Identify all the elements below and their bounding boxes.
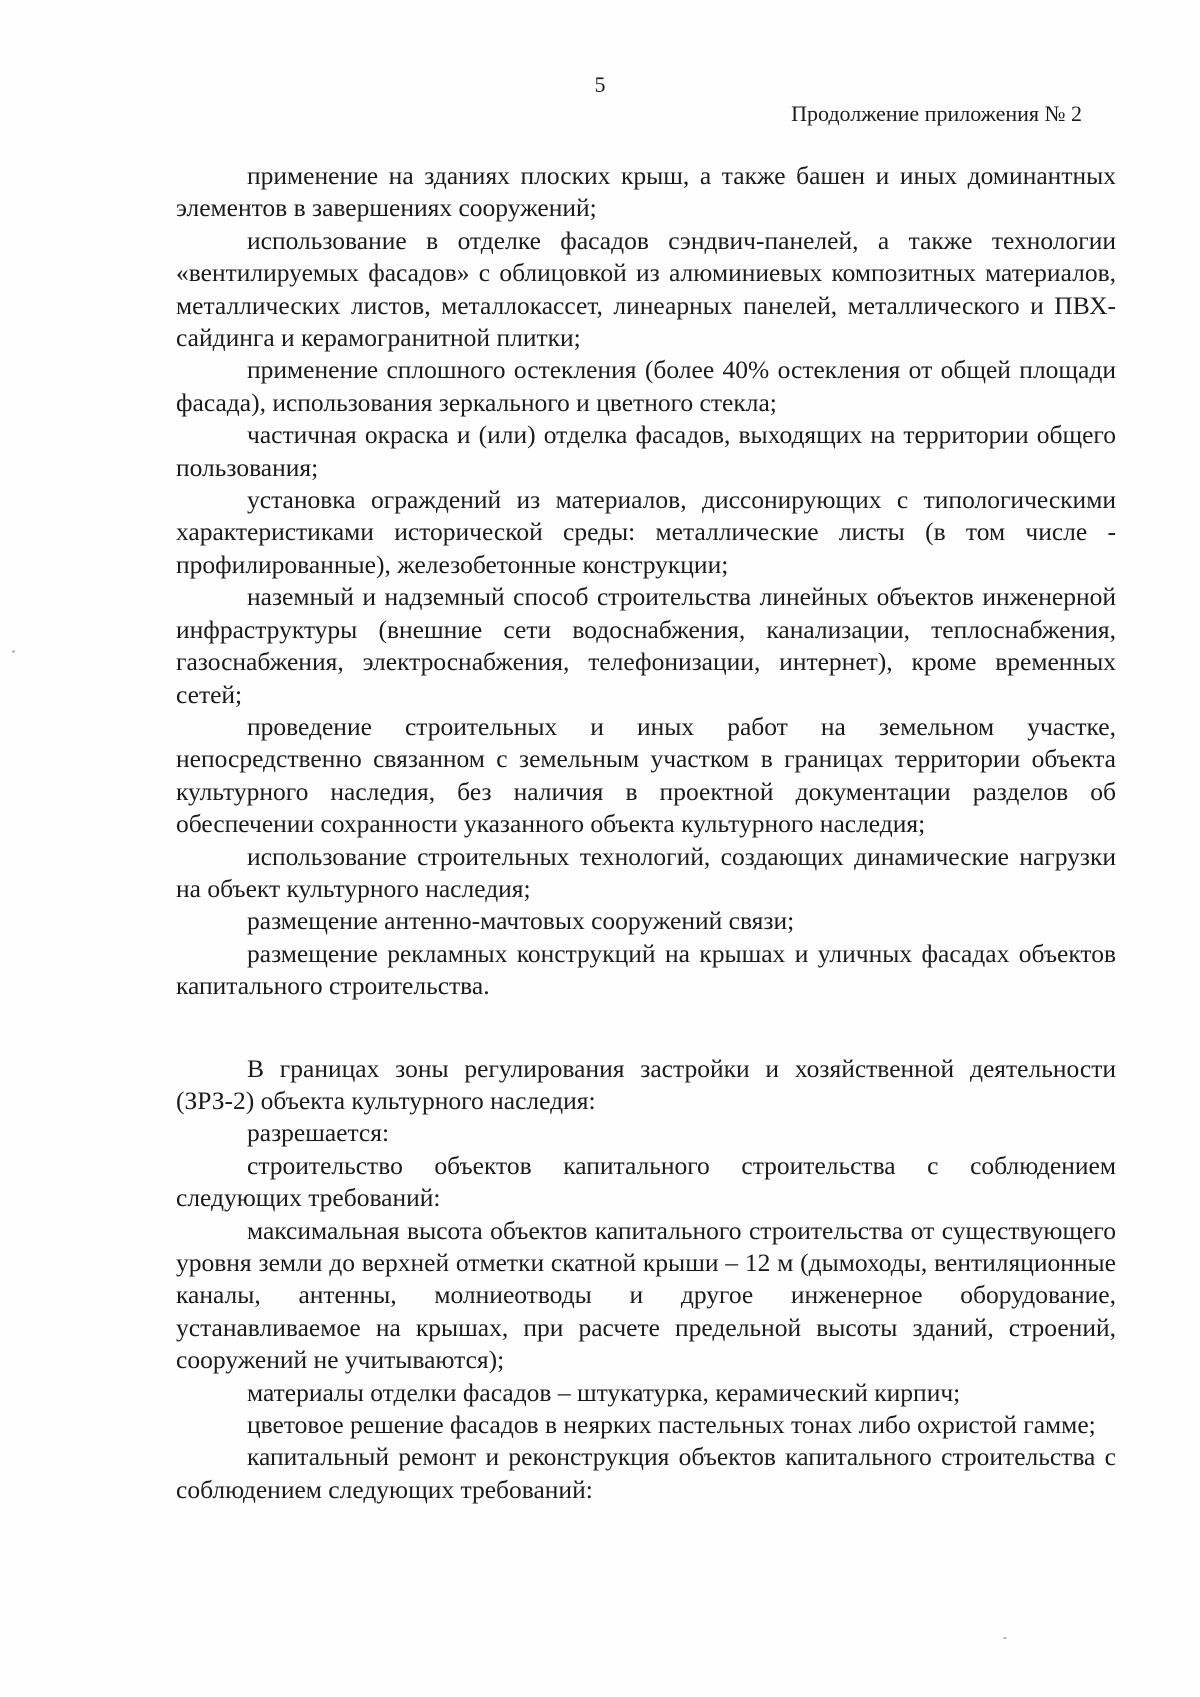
paragraph: частичная окраска и (или) отделка фасадов, выходящих на территории общего пользования;	[176, 420, 1116, 482]
scan-speck	[1003, 1637, 1007, 1639]
paragraph: применение сплошного остекления (более 40% остекления от общей площади фасада), использования зеркального и цветного стекла;	[176, 355, 1116, 417]
paragraph: максимальная высота объектов капитального строительства от существующего уровня земли до верхней отметки скатной крыши – 12 м (дымоходы, вентиляционные каналы, антенны, молниеотводы и другое инженерное оборудование, устанавливаемое на крышах, при расчете предельной высоты зданий, строений, сооружений не учитываются);	[176, 1215, 1116, 1375]
paragraph: цветовое решение фасадов в неярких пастельных тонах либо охристой гамме;	[247, 1410, 1096, 1440]
paragraph: разрешается:	[247, 1118, 390, 1148]
paragraph: установка ограждений из материалов, диссонирующих с типологическими характеристиками исторической среды: металлические листы (в том числе - профилированные), железобетонные конструкции;	[176, 485, 1116, 579]
page-number: 5	[594, 72, 606, 97]
paragraph: использование строительных технологий, создающих динамические нагрузки на объект культурного наследия;	[176, 841, 1116, 903]
paragraph: строительство объектов капитального строительства с соблюдением следующих требований:	[176, 1150, 1116, 1213]
document-body	[176, 160, 1116, 1506]
paragraph: материалы отделки фасадов – штукатурка, керамический кирпич;	[247, 1377, 961, 1407]
paragraph: проведение строительных и иных работ на земельном участке, непосредственно связанном с земельным участком в границах территории объекта культурного наследия, без наличия в проектной документации разделов об обеспечении сохранности указанного объекта культурного наследия;	[176, 711, 1116, 839]
continuation-note: Продолжение приложения № 2	[791, 101, 1082, 126]
paragraph: применение на зданиях плоских крыш, а также башен и иных доминантных элементов в завершениях сооружений;	[176, 161, 1116, 223]
paragraph: использование в отделке фасадов сэндвич-панелей, а также технологии «вентилируемых фасадов» с облицовкой из алюминиевых композитных материалов, металлических листов, металлокассет, линеарных панелей, металлического и ПВХ-сайдинга и керамогранитной плитки;	[176, 225, 1116, 353]
section-intro-paragraph: В границах зоны регулирования застройки и хозяйственной деятельности (ЗРЗ-2) объекта культурного наследия:	[176, 1053, 1116, 1115]
paragraph: размещение антенно-мачтовых сооружений связи;	[247, 906, 795, 936]
paragraph: наземный и надземный способ строительства линейных объектов инженерной инфраструктуры (внешние сети водоснабжения, канализации, теплоснабжения, газоснабжения, электроснабжения, телефонизации, интернет), кроме временных сетей;	[176, 582, 1116, 709]
paragraph: размещение рекламных конструкций на крышах и уличных фасадах объектов капитального строительства.	[176, 938, 1116, 1001]
scan-speck	[12, 650, 15, 653]
paragraph: капитальный ремонт и реконструкция объектов капитального строительства с соблюдением следующих требований:	[176, 1442, 1116, 1504]
